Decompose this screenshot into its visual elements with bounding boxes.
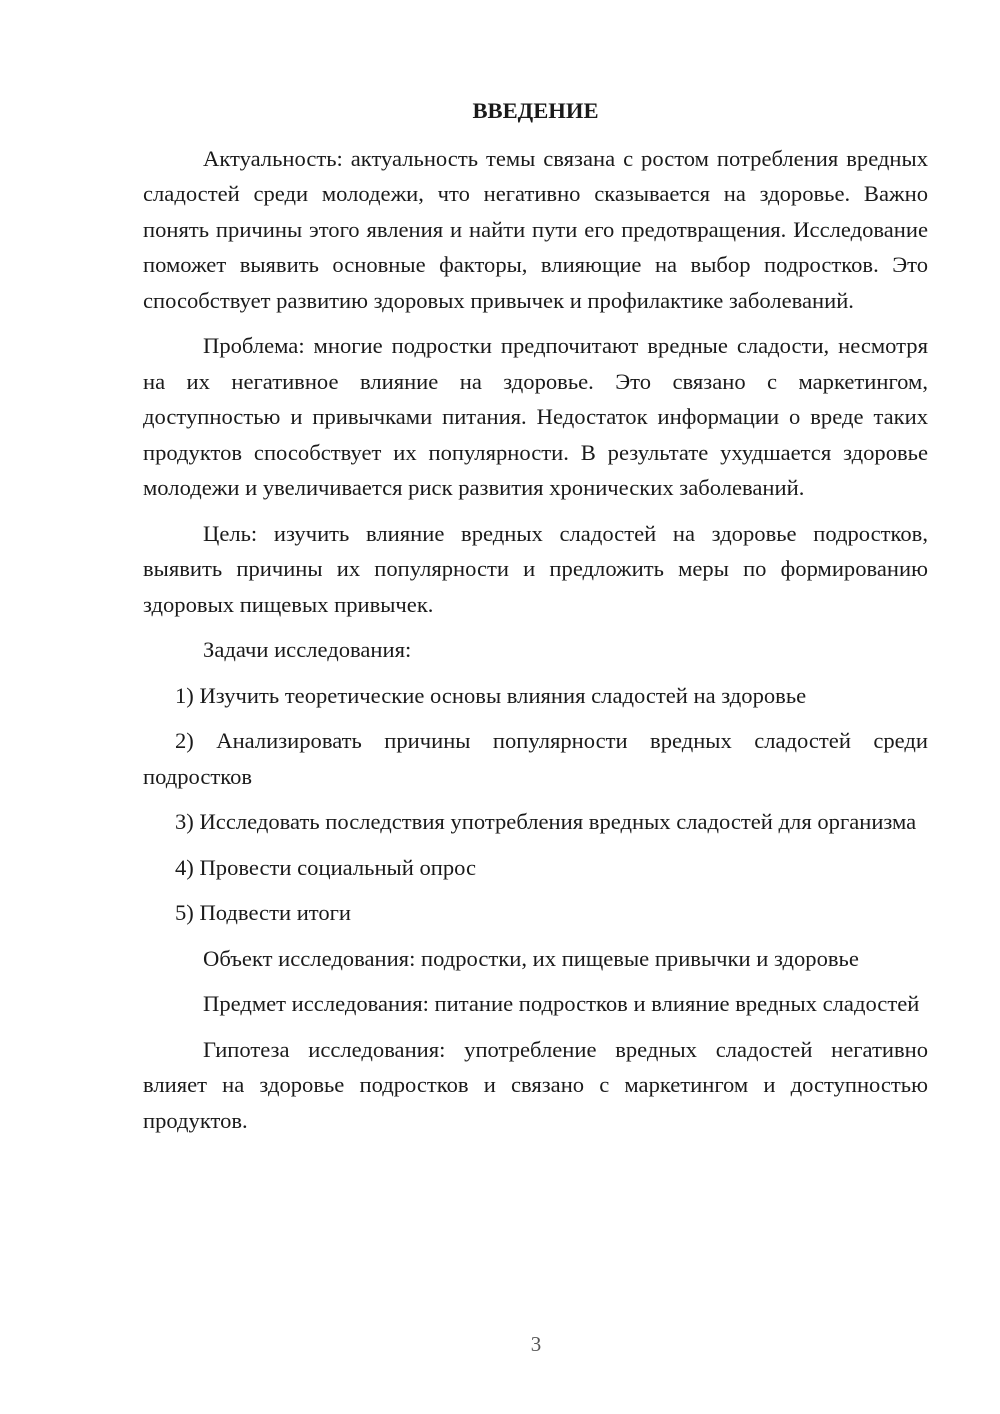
page-number: 3 [530, 1332, 542, 1356]
goal-paragraph: Цель: изучить влияние вредных сладостей на здоровье подростков, выявить причины их популярности и предложить меры по формированию здоровых пищевых привычек. [143, 520, 928, 617]
task-item-5: 5) Подвести итоги [175, 900, 352, 925]
tasks-heading: Задачи исследования: [203, 637, 412, 662]
document-page [143, 93, 928, 1148]
task-item-2: 2) Анализировать причины популярности вредных сладостей среди подростков [143, 728, 928, 789]
subject-paragraph: Предмет исследования: питание подростков и влияние вредных сладостей [203, 991, 920, 1016]
task-item-4: 4) Провести социальный опрос [175, 854, 477, 880]
relevance-paragraph: Актуальность: актуальность темы связана с ростом потребления вредных сладостей среди молодежи, что негативно сказывается на здоровье. Важно понять причины этого явления и найти пути его предотвращения. Исследование поможет выявить основные факторы, влияющие на выбор подростков. Это способствует развитию здоровых привычек и профилактике заболеваний. [143, 145, 928, 313]
page-title: ВВЕДЕНИЕ [472, 98, 599, 123]
problem-paragraph: Проблема: многие подростки предпочитают вредные сладости, несмотря на их негативное влияние на здоровье. Это связано с маркетингом, доступностью и привычками питания. Недостаток информации о вреде таких продуктов способствует их популярности. В результате ухудшается здоровье молодежи и увеличивается риск развития хронических заболеваний. [143, 333, 928, 500]
object-paragraph: Объект исследования: подростки, их пищевые привычки и здоровье [203, 945, 859, 971]
task-item-3: 3) Исследовать последствия употребления вредных сладостей для организма [175, 809, 917, 834]
hypothesis-paragraph: Гипотеза исследования: употребление вредных сладостей негативно влияет на здоровье подростков и связано с маркетингом и доступностью продуктов. [143, 1036, 928, 1133]
task-item-1: 1) Изучить теоретические основы влияния сладостей на здоровье [175, 682, 807, 708]
